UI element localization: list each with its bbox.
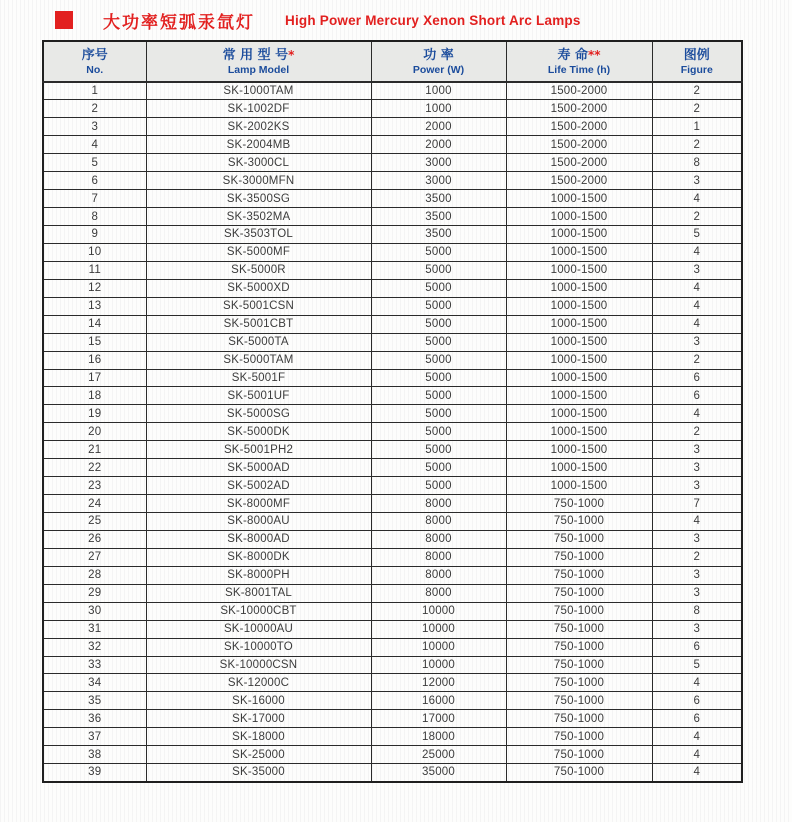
cell-power: 3500 — [371, 226, 506, 244]
table-row — [43, 441, 742, 459]
cell-figure: 3 — [652, 477, 742, 495]
cell-no: 33 — [43, 656, 146, 674]
table-row — [43, 315, 742, 333]
column-header-model-mark: * — [288, 47, 295, 62]
cell-figure: 6 — [652, 369, 742, 387]
cell-model: SK-10000CBT — [146, 602, 371, 620]
cell-power: 5000 — [371, 387, 506, 405]
table-row — [43, 154, 742, 172]
cell-no: 24 — [43, 495, 146, 513]
cell-lifetime: 750-1000 — [506, 656, 652, 674]
cell-figure: 4 — [652, 764, 742, 782]
cell-model: SK-12000C — [146, 674, 371, 692]
cell-figure: 3 — [652, 620, 742, 638]
cell-no: 8 — [43, 208, 146, 226]
cell-model: SK-25000 — [146, 746, 371, 764]
cell-model: SK-5000AD — [146, 459, 371, 477]
table-row — [43, 100, 742, 118]
cell-no: 18 — [43, 387, 146, 405]
cell-figure: 1 — [652, 118, 742, 136]
cell-lifetime: 1500-2000 — [506, 118, 652, 136]
cell-power: 5000 — [371, 315, 506, 333]
cell-model: SK-8000DK — [146, 548, 371, 566]
table-header-row — [43, 41, 742, 82]
cell-figure: 3 — [652, 333, 742, 351]
cell-power: 10000 — [371, 620, 506, 638]
cell-power: 1000 — [371, 100, 506, 118]
cell-power: 2000 — [371, 136, 506, 154]
cell-power: 8000 — [371, 513, 506, 531]
cell-model: SK-5001F — [146, 369, 371, 387]
table-row — [43, 172, 742, 190]
cell-figure: 4 — [652, 728, 742, 746]
cell-power: 5000 — [371, 333, 506, 351]
cell-lifetime: 1000-1500 — [506, 279, 652, 297]
cell-model: SK-16000 — [146, 692, 371, 710]
table-row — [43, 620, 742, 638]
cell-figure: 4 — [652, 674, 742, 692]
table-row — [43, 82, 742, 100]
cell-figure: 3 — [652, 172, 742, 190]
cell-lifetime: 750-1000 — [506, 674, 652, 692]
cell-model: SK-5001PH2 — [146, 441, 371, 459]
cell-model: SK-5001CSN — [146, 297, 371, 315]
cell-no: 25 — [43, 513, 146, 531]
cell-model: SK-3000CL — [146, 154, 371, 172]
cell-no: 4 — [43, 136, 146, 154]
table-row — [43, 279, 742, 297]
column-header-lifetime-en: Life Time (h) — [547, 63, 611, 76]
cell-no: 38 — [43, 746, 146, 764]
cell-figure: 4 — [652, 297, 742, 315]
cell-model: SK-3502MA — [146, 208, 371, 226]
cell-figure: 2 — [652, 351, 742, 369]
cell-figure: 4 — [652, 190, 742, 208]
cell-model: SK-10000AU — [146, 620, 371, 638]
cell-model: SK-3000MFN — [146, 172, 371, 190]
cell-power: 1000 — [371, 82, 506, 100]
cell-no: 34 — [43, 674, 146, 692]
cell-model: SK-5002AD — [146, 477, 371, 495]
cell-lifetime: 1000-1500 — [506, 441, 652, 459]
cell-power: 3500 — [371, 190, 506, 208]
cell-lifetime: 1000-1500 — [506, 261, 652, 279]
cell-no: 5 — [43, 154, 146, 172]
cell-no: 22 — [43, 459, 146, 477]
cell-model: SK-5000DK — [146, 423, 371, 441]
cell-no: 10 — [43, 243, 146, 261]
column-header-no — [43, 41, 146, 82]
cell-figure: 2 — [652, 208, 742, 226]
cell-no: 13 — [43, 297, 146, 315]
cell-power: 5000 — [371, 243, 506, 261]
cell-power: 5000 — [371, 423, 506, 441]
cell-lifetime: 1500-2000 — [506, 172, 652, 190]
cell-figure: 4 — [652, 513, 742, 531]
cell-lifetime: 750-1000 — [506, 710, 652, 728]
cell-figure: 8 — [652, 602, 742, 620]
cell-no: 11 — [43, 261, 146, 279]
cell-power: 3500 — [371, 208, 506, 226]
cell-no: 2 — [43, 100, 146, 118]
cell-model: SK-8000AD — [146, 530, 371, 548]
cell-lifetime: 1500-2000 — [506, 154, 652, 172]
column-header-no-en: No. — [86, 63, 104, 76]
cell-model: SK-8001TAL — [146, 584, 371, 602]
cell-model: SK-8000AU — [146, 513, 371, 531]
cell-figure: 4 — [652, 279, 742, 297]
cell-no: 3 — [43, 118, 146, 136]
cell-model: SK-5000SG — [146, 405, 371, 423]
cell-lifetime: 750-1000 — [506, 764, 652, 782]
table-row — [43, 548, 742, 566]
cell-no: 9 — [43, 226, 146, 244]
cell-figure: 7 — [652, 495, 742, 513]
cell-figure: 2 — [652, 82, 742, 100]
cell-power: 5000 — [371, 351, 506, 369]
cell-lifetime: 1000-1500 — [506, 243, 652, 261]
cell-figure: 6 — [652, 692, 742, 710]
cell-model: SK-5000XD — [146, 279, 371, 297]
table-row — [43, 423, 742, 441]
column-header-power-en: Power (W) — [412, 63, 465, 76]
table-row — [43, 674, 742, 692]
cell-figure: 6 — [652, 387, 742, 405]
cell-power: 8000 — [371, 566, 506, 584]
cell-power: 5000 — [371, 279, 506, 297]
table-row — [43, 656, 742, 674]
cell-power: 3000 — [371, 172, 506, 190]
cell-model: SK-35000 — [146, 764, 371, 782]
cell-lifetime: 750-1000 — [506, 548, 652, 566]
column-header-power-zh: 功 率 — [423, 47, 454, 63]
cell-power: 12000 — [371, 674, 506, 692]
table-row — [43, 387, 742, 405]
column-header-power — [371, 41, 506, 82]
cell-figure: 2 — [652, 548, 742, 566]
column-header-lifetime — [506, 41, 652, 82]
cell-no: 20 — [43, 423, 146, 441]
cell-model: SK-5001CBT — [146, 315, 371, 333]
cell-no: 19 — [43, 405, 146, 423]
cell-no: 17 — [43, 369, 146, 387]
table-row — [43, 226, 742, 244]
table-row — [43, 136, 742, 154]
cell-lifetime: 750-1000 — [506, 495, 652, 513]
column-header-model-en: Lamp Model — [227, 63, 290, 76]
cell-no: 1 — [43, 82, 146, 100]
cell-lifetime: 1500-2000 — [506, 82, 652, 100]
cell-lifetime: 1000-1500 — [506, 297, 652, 315]
cell-lifetime: 1500-2000 — [506, 136, 652, 154]
cell-figure: 5 — [652, 656, 742, 674]
cell-model: SK-1002DF — [146, 100, 371, 118]
table-row — [43, 746, 742, 764]
cell-model: SK-8000PH — [146, 566, 371, 584]
cell-figure: 3 — [652, 584, 742, 602]
cell-no: 29 — [43, 584, 146, 602]
cell-lifetime: 750-1000 — [506, 584, 652, 602]
table-row — [43, 692, 742, 710]
cell-model: SK-5001UF — [146, 387, 371, 405]
cell-lifetime: 1000-1500 — [506, 369, 652, 387]
cell-lifetime: 750-1000 — [506, 638, 652, 656]
cell-no: 6 — [43, 172, 146, 190]
cell-model: SK-5000MF — [146, 243, 371, 261]
cell-power: 5000 — [371, 459, 506, 477]
cell-model: SK-18000 — [146, 728, 371, 746]
cell-figure: 5 — [652, 226, 742, 244]
cell-figure: 3 — [652, 566, 742, 584]
table-row — [43, 495, 742, 513]
column-header-lifetime-mark: ** — [587, 47, 601, 62]
cell-no: 14 — [43, 315, 146, 333]
cell-figure: 4 — [652, 746, 742, 764]
cell-no: 32 — [43, 638, 146, 656]
column-header-no-zh: 序号 — [81, 47, 108, 63]
table-row — [43, 513, 742, 531]
cell-model: SK-5000TA — [146, 333, 371, 351]
cell-lifetime: 1000-1500 — [506, 477, 652, 495]
column-header-lifetime-zh: 寿 命 — [557, 47, 588, 63]
table-row — [43, 459, 742, 477]
cell-model: SK-3503TOL — [146, 226, 371, 244]
cell-lifetime: 1000-1500 — [506, 226, 652, 244]
cell-lifetime: 750-1000 — [506, 566, 652, 584]
cell-lifetime: 750-1000 — [506, 692, 652, 710]
cell-power: 16000 — [371, 692, 506, 710]
cell-figure: 6 — [652, 638, 742, 656]
cell-power: 5000 — [371, 261, 506, 279]
cell-no: 16 — [43, 351, 146, 369]
cell-power: 8000 — [371, 548, 506, 566]
cell-lifetime: 750-1000 — [506, 513, 652, 531]
cell-no: 37 — [43, 728, 146, 746]
cell-no: 27 — [43, 548, 146, 566]
cell-no: 21 — [43, 441, 146, 459]
cell-no: 28 — [43, 566, 146, 584]
cell-lifetime: 750-1000 — [506, 728, 652, 746]
table-row — [43, 190, 742, 208]
cell-figure: 3 — [652, 261, 742, 279]
cell-no: 39 — [43, 764, 146, 782]
cell-power: 10000 — [371, 602, 506, 620]
cell-model: SK-17000 — [146, 710, 371, 728]
table-body — [43, 82, 742, 782]
cell-no: 23 — [43, 477, 146, 495]
cell-lifetime: 750-1000 — [506, 746, 652, 764]
table-row — [43, 243, 742, 261]
cell-lifetime: 750-1000 — [506, 530, 652, 548]
cell-no: 35 — [43, 692, 146, 710]
cell-no: 30 — [43, 602, 146, 620]
cell-no: 36 — [43, 710, 146, 728]
cell-figure: 2 — [652, 100, 742, 118]
page-title-english: High Power Mercury Xenon Short Arc Lamps — [285, 12, 581, 28]
cell-power: 3000 — [371, 154, 506, 172]
column-header-model-zh: 常 用 型 号 — [222, 47, 289, 63]
cell-model: SK-1000TAM — [146, 82, 371, 100]
cell-power: 17000 — [371, 710, 506, 728]
cell-lifetime: 1000-1500 — [506, 405, 652, 423]
cell-model: SK-5000TAM — [146, 351, 371, 369]
table-row — [43, 584, 742, 602]
column-header-figure-en: Figure — [680, 63, 713, 76]
table-row — [43, 333, 742, 351]
column-header-figure — [652, 41, 742, 82]
table-row — [43, 118, 742, 136]
cell-figure: 2 — [652, 423, 742, 441]
table-row — [43, 477, 742, 495]
cell-power: 5000 — [371, 297, 506, 315]
cell-lifetime: 750-1000 — [506, 620, 652, 638]
cell-lifetime: 1000-1500 — [506, 351, 652, 369]
cell-power: 8000 — [371, 495, 506, 513]
cell-power: 25000 — [371, 746, 506, 764]
cell-lifetime: 1000-1500 — [506, 315, 652, 333]
cell-figure: 3 — [652, 530, 742, 548]
column-header-model — [146, 41, 371, 82]
cell-power: 18000 — [371, 728, 506, 746]
table-header — [43, 41, 742, 82]
cell-power: 5000 — [371, 369, 506, 387]
cell-no: 7 — [43, 190, 146, 208]
table-row — [43, 208, 742, 226]
table-row — [43, 764, 742, 782]
cell-lifetime: 1000-1500 — [506, 333, 652, 351]
table-row — [43, 405, 742, 423]
cell-power: 8000 — [371, 584, 506, 602]
cell-figure: 4 — [652, 405, 742, 423]
cell-model: SK-5000R — [146, 261, 371, 279]
cell-power: 10000 — [371, 638, 506, 656]
table-row — [43, 566, 742, 584]
table-row — [43, 530, 742, 548]
cell-no: 15 — [43, 333, 146, 351]
cell-figure: 4 — [652, 243, 742, 261]
table-row — [43, 638, 742, 656]
cell-figure: 3 — [652, 441, 742, 459]
cell-lifetime: 1000-1500 — [506, 387, 652, 405]
cell-figure: 8 — [652, 154, 742, 172]
table-row — [43, 710, 742, 728]
table-row — [43, 351, 742, 369]
cell-model: SK-10000TO — [146, 638, 371, 656]
cell-model: SK-8000MF — [146, 495, 371, 513]
cell-lifetime: 1000-1500 — [506, 423, 652, 441]
table-row — [43, 261, 742, 279]
cell-power: 5000 — [371, 477, 506, 495]
table-row — [43, 602, 742, 620]
cell-model: SK-3500SG — [146, 190, 371, 208]
cell-figure: 3 — [652, 459, 742, 477]
cell-power: 5000 — [371, 441, 506, 459]
table-row — [43, 728, 742, 746]
cell-power: 2000 — [371, 118, 506, 136]
cell-model: SK-10000CSN — [146, 656, 371, 674]
cell-lifetime: 750-1000 — [506, 602, 652, 620]
cell-lifetime: 1000-1500 — [506, 459, 652, 477]
cell-model: SK-2004MB — [146, 136, 371, 154]
cell-power: 5000 — [371, 405, 506, 423]
cell-lifetime: 1000-1500 — [506, 208, 652, 226]
cell-figure: 6 — [652, 710, 742, 728]
table-row — [43, 297, 742, 315]
page-title — [0, 0, 792, 40]
page-title-chinese: 大功率短弧汞氙灯 — [103, 12, 255, 33]
cell-lifetime: 1500-2000 — [506, 100, 652, 118]
table-row — [43, 369, 742, 387]
cell-power: 35000 — [371, 764, 506, 782]
red-square-bullet-icon — [55, 11, 73, 29]
cell-figure: 4 — [652, 315, 742, 333]
cell-figure: 2 — [652, 136, 742, 154]
cell-power: 8000 — [371, 530, 506, 548]
cell-no: 31 — [43, 620, 146, 638]
cell-no: 26 — [43, 530, 146, 548]
lamp-spec-table — [42, 40, 743, 783]
cell-no: 12 — [43, 279, 146, 297]
cell-lifetime: 1000-1500 — [506, 190, 652, 208]
cell-model: SK-2002KS — [146, 118, 371, 136]
cell-power: 10000 — [371, 656, 506, 674]
column-header-figure-zh: 图例 — [683, 47, 710, 63]
